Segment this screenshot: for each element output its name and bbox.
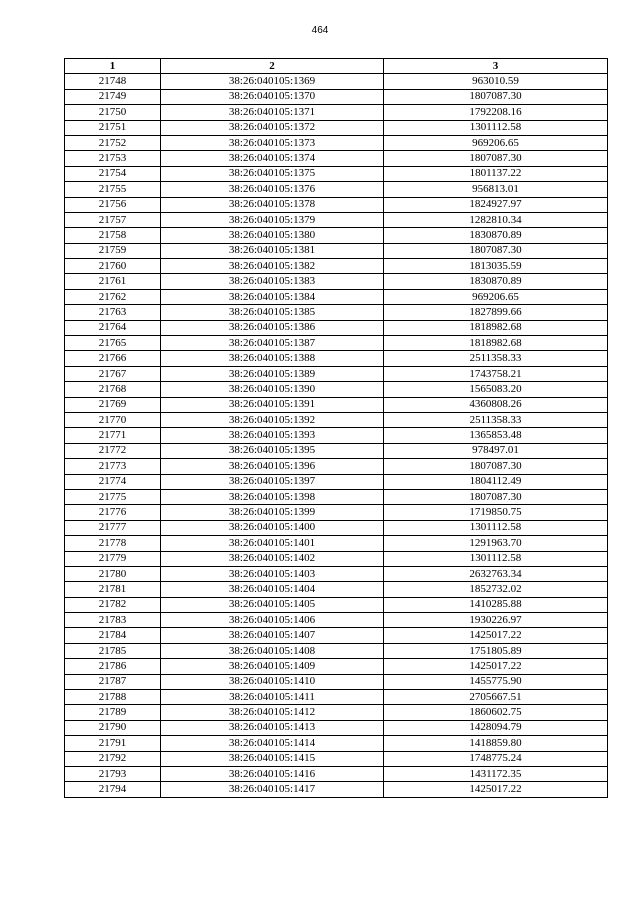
cadastral-number-cell: 38:26:040105:1370 <box>161 89 384 104</box>
value-cell: 1410285.88 <box>384 597 608 612</box>
row-number-cell: 21774 <box>65 474 161 489</box>
table-row <box>65 120 608 135</box>
row-number-cell: 21752 <box>65 135 161 150</box>
row-number-cell: 21748 <box>65 74 161 89</box>
cadastral-number-cell: 38:26:040105:1369 <box>161 74 384 89</box>
table-row <box>65 443 608 458</box>
table-row <box>65 782 608 797</box>
row-number-cell: 21766 <box>65 351 161 366</box>
row-number-cell: 21784 <box>65 628 161 643</box>
table-row <box>65 289 608 304</box>
cadastral-number-cell: 38:26:040105:1389 <box>161 366 384 381</box>
value-cell: 1565083.20 <box>384 382 608 397</box>
table-body <box>65 74 608 797</box>
table-row <box>65 489 608 504</box>
row-number-cell: 21769 <box>65 397 161 412</box>
table-row <box>65 305 608 320</box>
cadastral-number-cell: 38:26:040105:1401 <box>161 536 384 551</box>
table-row <box>65 382 608 397</box>
table-row <box>65 259 608 274</box>
table-row <box>65 520 608 535</box>
value-cell: 1425017.22 <box>384 659 608 674</box>
table-row <box>65 582 608 597</box>
row-number-cell: 21782 <box>65 597 161 612</box>
cadastral-number-cell: 38:26:040105:1382 <box>161 259 384 274</box>
row-number-cell: 21762 <box>65 289 161 304</box>
cadastral-number-cell: 38:26:040105:1412 <box>161 705 384 720</box>
cadastral-number-cell: 38:26:040105:1408 <box>161 643 384 658</box>
value-cell: 1748775.24 <box>384 751 608 766</box>
row-number-cell: 21775 <box>65 489 161 504</box>
value-cell: 2511358.33 <box>384 412 608 427</box>
cadastral-number-cell: 38:26:040105:1405 <box>161 597 384 612</box>
row-number-cell: 21757 <box>65 212 161 227</box>
row-number-cell: 21781 <box>65 582 161 597</box>
cadastral-number-cell: 38:26:040105:1407 <box>161 628 384 643</box>
cadastral-number-cell: 38:26:040105:1400 <box>161 520 384 535</box>
table-row <box>65 674 608 689</box>
value-cell: 1830870.89 <box>384 274 608 289</box>
value-cell: 1743758.21 <box>384 366 608 381</box>
table-row <box>65 751 608 766</box>
row-number-cell: 21779 <box>65 551 161 566</box>
column-header-3: 3 <box>384 59 608 74</box>
row-number-cell: 21790 <box>65 720 161 735</box>
value-cell: 1852732.02 <box>384 582 608 597</box>
row-number-cell: 21768 <box>65 382 161 397</box>
value-cell: 4360808.26 <box>384 397 608 412</box>
value-cell: 1455775.90 <box>384 674 608 689</box>
table-row <box>65 243 608 258</box>
row-number-cell: 21770 <box>65 412 161 427</box>
value-cell: 1291963.70 <box>384 536 608 551</box>
value-cell: 1431172.35 <box>384 766 608 781</box>
table-row <box>65 613 608 628</box>
row-number-cell: 21788 <box>65 690 161 705</box>
cadastral-number-cell: 38:26:040105:1413 <box>161 720 384 735</box>
value-cell: 1807087.30 <box>384 459 608 474</box>
cadastral-number-cell: 38:26:040105:1379 <box>161 212 384 227</box>
table-row <box>65 166 608 181</box>
row-number-cell: 21771 <box>65 428 161 443</box>
cadastral-number-cell: 38:26:040105:1416 <box>161 766 384 781</box>
cadastral-number-cell: 38:26:040105:1383 <box>161 274 384 289</box>
row-number-cell: 21787 <box>65 674 161 689</box>
cadastral-number-cell: 38:26:040105:1387 <box>161 336 384 351</box>
table-row <box>65 736 608 751</box>
value-cell: 1818982.68 <box>384 336 608 351</box>
cadastral-number-cell: 38:26:040105:1417 <box>161 782 384 797</box>
cadastral-number-cell: 38:26:040105:1381 <box>161 243 384 258</box>
row-number-cell: 21786 <box>65 659 161 674</box>
cadastral-number-cell: 38:26:040105:1380 <box>161 228 384 243</box>
value-cell: 2632763.34 <box>384 566 608 581</box>
value-cell: 1824927.97 <box>384 197 608 212</box>
table-row <box>65 74 608 89</box>
table-row <box>65 628 608 643</box>
value-cell: 1830870.89 <box>384 228 608 243</box>
value-cell: 1807087.30 <box>384 243 608 258</box>
row-number-cell: 21749 <box>65 89 161 104</box>
table-row <box>65 643 608 658</box>
cadastral-number-cell: 38:26:040105:1374 <box>161 151 384 166</box>
value-cell: 1301112.58 <box>384 520 608 535</box>
value-cell: 1428094.79 <box>384 720 608 735</box>
value-cell: 1813035.59 <box>384 259 608 274</box>
row-number-cell: 21772 <box>65 443 161 458</box>
row-number-cell: 21765 <box>65 336 161 351</box>
row-number-cell: 21756 <box>65 197 161 212</box>
page-number: 464 <box>311 25 329 36</box>
table-row <box>65 474 608 489</box>
cadastral-number-cell: 38:26:040105:1410 <box>161 674 384 689</box>
value-cell: 1804112.49 <box>384 474 608 489</box>
value-cell: 969206.65 <box>384 135 608 150</box>
table-row <box>65 505 608 520</box>
table-row <box>65 597 608 612</box>
value-cell: 1807087.30 <box>384 89 608 104</box>
row-number-cell: 21761 <box>65 274 161 289</box>
table-row <box>65 397 608 412</box>
row-number-cell: 21778 <box>65 536 161 551</box>
cadastral-number-cell: 38:26:040105:1393 <box>161 428 384 443</box>
value-cell: 2705667.51 <box>384 690 608 705</box>
row-number-cell: 21763 <box>65 305 161 320</box>
value-cell: 956813.01 <box>384 182 608 197</box>
row-number-cell: 21759 <box>65 243 161 258</box>
table-row <box>65 182 608 197</box>
value-cell: 978497.01 <box>384 443 608 458</box>
value-cell: 1860602.75 <box>384 705 608 720</box>
row-number-cell: 21780 <box>65 566 161 581</box>
value-cell: 1751805.89 <box>384 643 608 658</box>
cadastral-number-cell: 38:26:040105:1388 <box>161 351 384 366</box>
cadastral-number-cell: 38:26:040105:1372 <box>161 120 384 135</box>
row-number-cell: 21764 <box>65 320 161 335</box>
value-cell: 1418859.80 <box>384 736 608 751</box>
row-number-cell: 21776 <box>65 505 161 520</box>
table-row <box>65 212 608 227</box>
table-row <box>65 105 608 120</box>
row-number-cell: 21777 <box>65 520 161 535</box>
table-row <box>65 336 608 351</box>
table-row <box>65 228 608 243</box>
row-number-cell: 21760 <box>65 259 161 274</box>
cadastral-number-cell: 38:26:040105:1402 <box>161 551 384 566</box>
cadastral-number-cell: 38:26:040105:1392 <box>161 412 384 427</box>
row-number-cell: 21754 <box>65 166 161 181</box>
cadastral-number-cell: 38:26:040105:1397 <box>161 474 384 489</box>
value-cell: 1807087.30 <box>384 489 608 504</box>
value-cell: 1425017.22 <box>384 782 608 797</box>
cadastral-number-cell: 38:26:040105:1378 <box>161 197 384 212</box>
cadastral-number-cell: 38:26:040105:1403 <box>161 566 384 581</box>
table-header <box>65 59 608 74</box>
row-number-cell: 21750 <box>65 105 161 120</box>
row-number-cell: 21773 <box>65 459 161 474</box>
cadastral-number-cell: 38:26:040105:1386 <box>161 320 384 335</box>
value-cell: 969206.65 <box>384 289 608 304</box>
cadastral-number-cell: 38:26:040105:1399 <box>161 505 384 520</box>
row-number-cell: 21789 <box>65 705 161 720</box>
value-cell: 1818982.68 <box>384 320 608 335</box>
column-header-1: 1 <box>65 59 161 74</box>
cadastral-number-cell: 38:26:040105:1373 <box>161 135 384 150</box>
table-header-row <box>65 59 608 74</box>
row-number-cell: 21751 <box>65 120 161 135</box>
table-row <box>65 412 608 427</box>
table-row <box>65 89 608 104</box>
table-row <box>65 428 608 443</box>
row-number-cell: 21767 <box>65 366 161 381</box>
table-row <box>65 659 608 674</box>
column-header-2: 2 <box>161 59 384 74</box>
table-row <box>65 536 608 551</box>
value-cell: 963010.59 <box>384 74 608 89</box>
cadastral-number-cell: 38:26:040105:1371 <box>161 105 384 120</box>
value-cell: 1425017.22 <box>384 628 608 643</box>
cadastral-number-cell: 38:26:040105:1415 <box>161 751 384 766</box>
cadastral-number-cell: 38:26:040105:1390 <box>161 382 384 397</box>
table-row <box>65 720 608 735</box>
table-row <box>65 459 608 474</box>
table-row <box>65 351 608 366</box>
row-number-cell: 21793 <box>65 766 161 781</box>
row-number-cell: 21794 <box>65 782 161 797</box>
row-number-cell: 21758 <box>65 228 161 243</box>
value-cell: 1827899.66 <box>384 305 608 320</box>
value-cell: 2511358.33 <box>384 351 608 366</box>
value-cell: 1719850.75 <box>384 505 608 520</box>
value-cell: 1365853.48 <box>384 428 608 443</box>
data-table <box>64 58 608 798</box>
row-number-cell: 21792 <box>65 751 161 766</box>
table-row <box>65 135 608 150</box>
value-cell: 1301112.58 <box>384 120 608 135</box>
value-cell: 1930226.97 <box>384 613 608 628</box>
row-number-cell: 21753 <box>65 151 161 166</box>
cadastral-number-cell: 38:26:040105:1411 <box>161 690 384 705</box>
cadastral-number-cell: 38:26:040105:1406 <box>161 613 384 628</box>
value-cell: 1301112.58 <box>384 551 608 566</box>
table-row <box>65 197 608 212</box>
cadastral-number-cell: 38:26:040105:1376 <box>161 182 384 197</box>
cadastral-number-cell: 38:26:040105:1385 <box>161 305 384 320</box>
table-row <box>65 705 608 720</box>
value-cell: 1792208.16 <box>384 105 608 120</box>
cadastral-number-cell: 38:26:040105:1375 <box>161 166 384 181</box>
row-number-cell: 21755 <box>65 182 161 197</box>
row-number-cell: 21783 <box>65 613 161 628</box>
cadastral-number-cell: 38:26:040105:1414 <box>161 736 384 751</box>
table-row <box>65 690 608 705</box>
cadastral-number-cell: 38:26:040105:1395 <box>161 443 384 458</box>
table-row <box>65 551 608 566</box>
table-row <box>65 766 608 781</box>
cadastral-number-cell: 38:26:040105:1396 <box>161 459 384 474</box>
table-row <box>65 274 608 289</box>
cadastral-number-cell: 38:26:040105:1404 <box>161 582 384 597</box>
cadastral-number-cell: 38:26:040105:1384 <box>161 289 384 304</box>
row-number-cell: 21785 <box>65 643 161 658</box>
value-cell: 1807087.30 <box>384 151 608 166</box>
table-row <box>65 366 608 381</box>
table-row <box>65 320 608 335</box>
value-cell: 1801137.22 <box>384 166 608 181</box>
cadastral-number-cell: 38:26:040105:1398 <box>161 489 384 504</box>
value-cell: 1282810.34 <box>384 212 608 227</box>
cadastral-number-cell: 38:26:040105:1391 <box>161 397 384 412</box>
table-row <box>65 566 608 581</box>
row-number-cell: 21791 <box>65 736 161 751</box>
table-row <box>65 151 608 166</box>
cadastral-number-cell: 38:26:040105:1409 <box>161 659 384 674</box>
